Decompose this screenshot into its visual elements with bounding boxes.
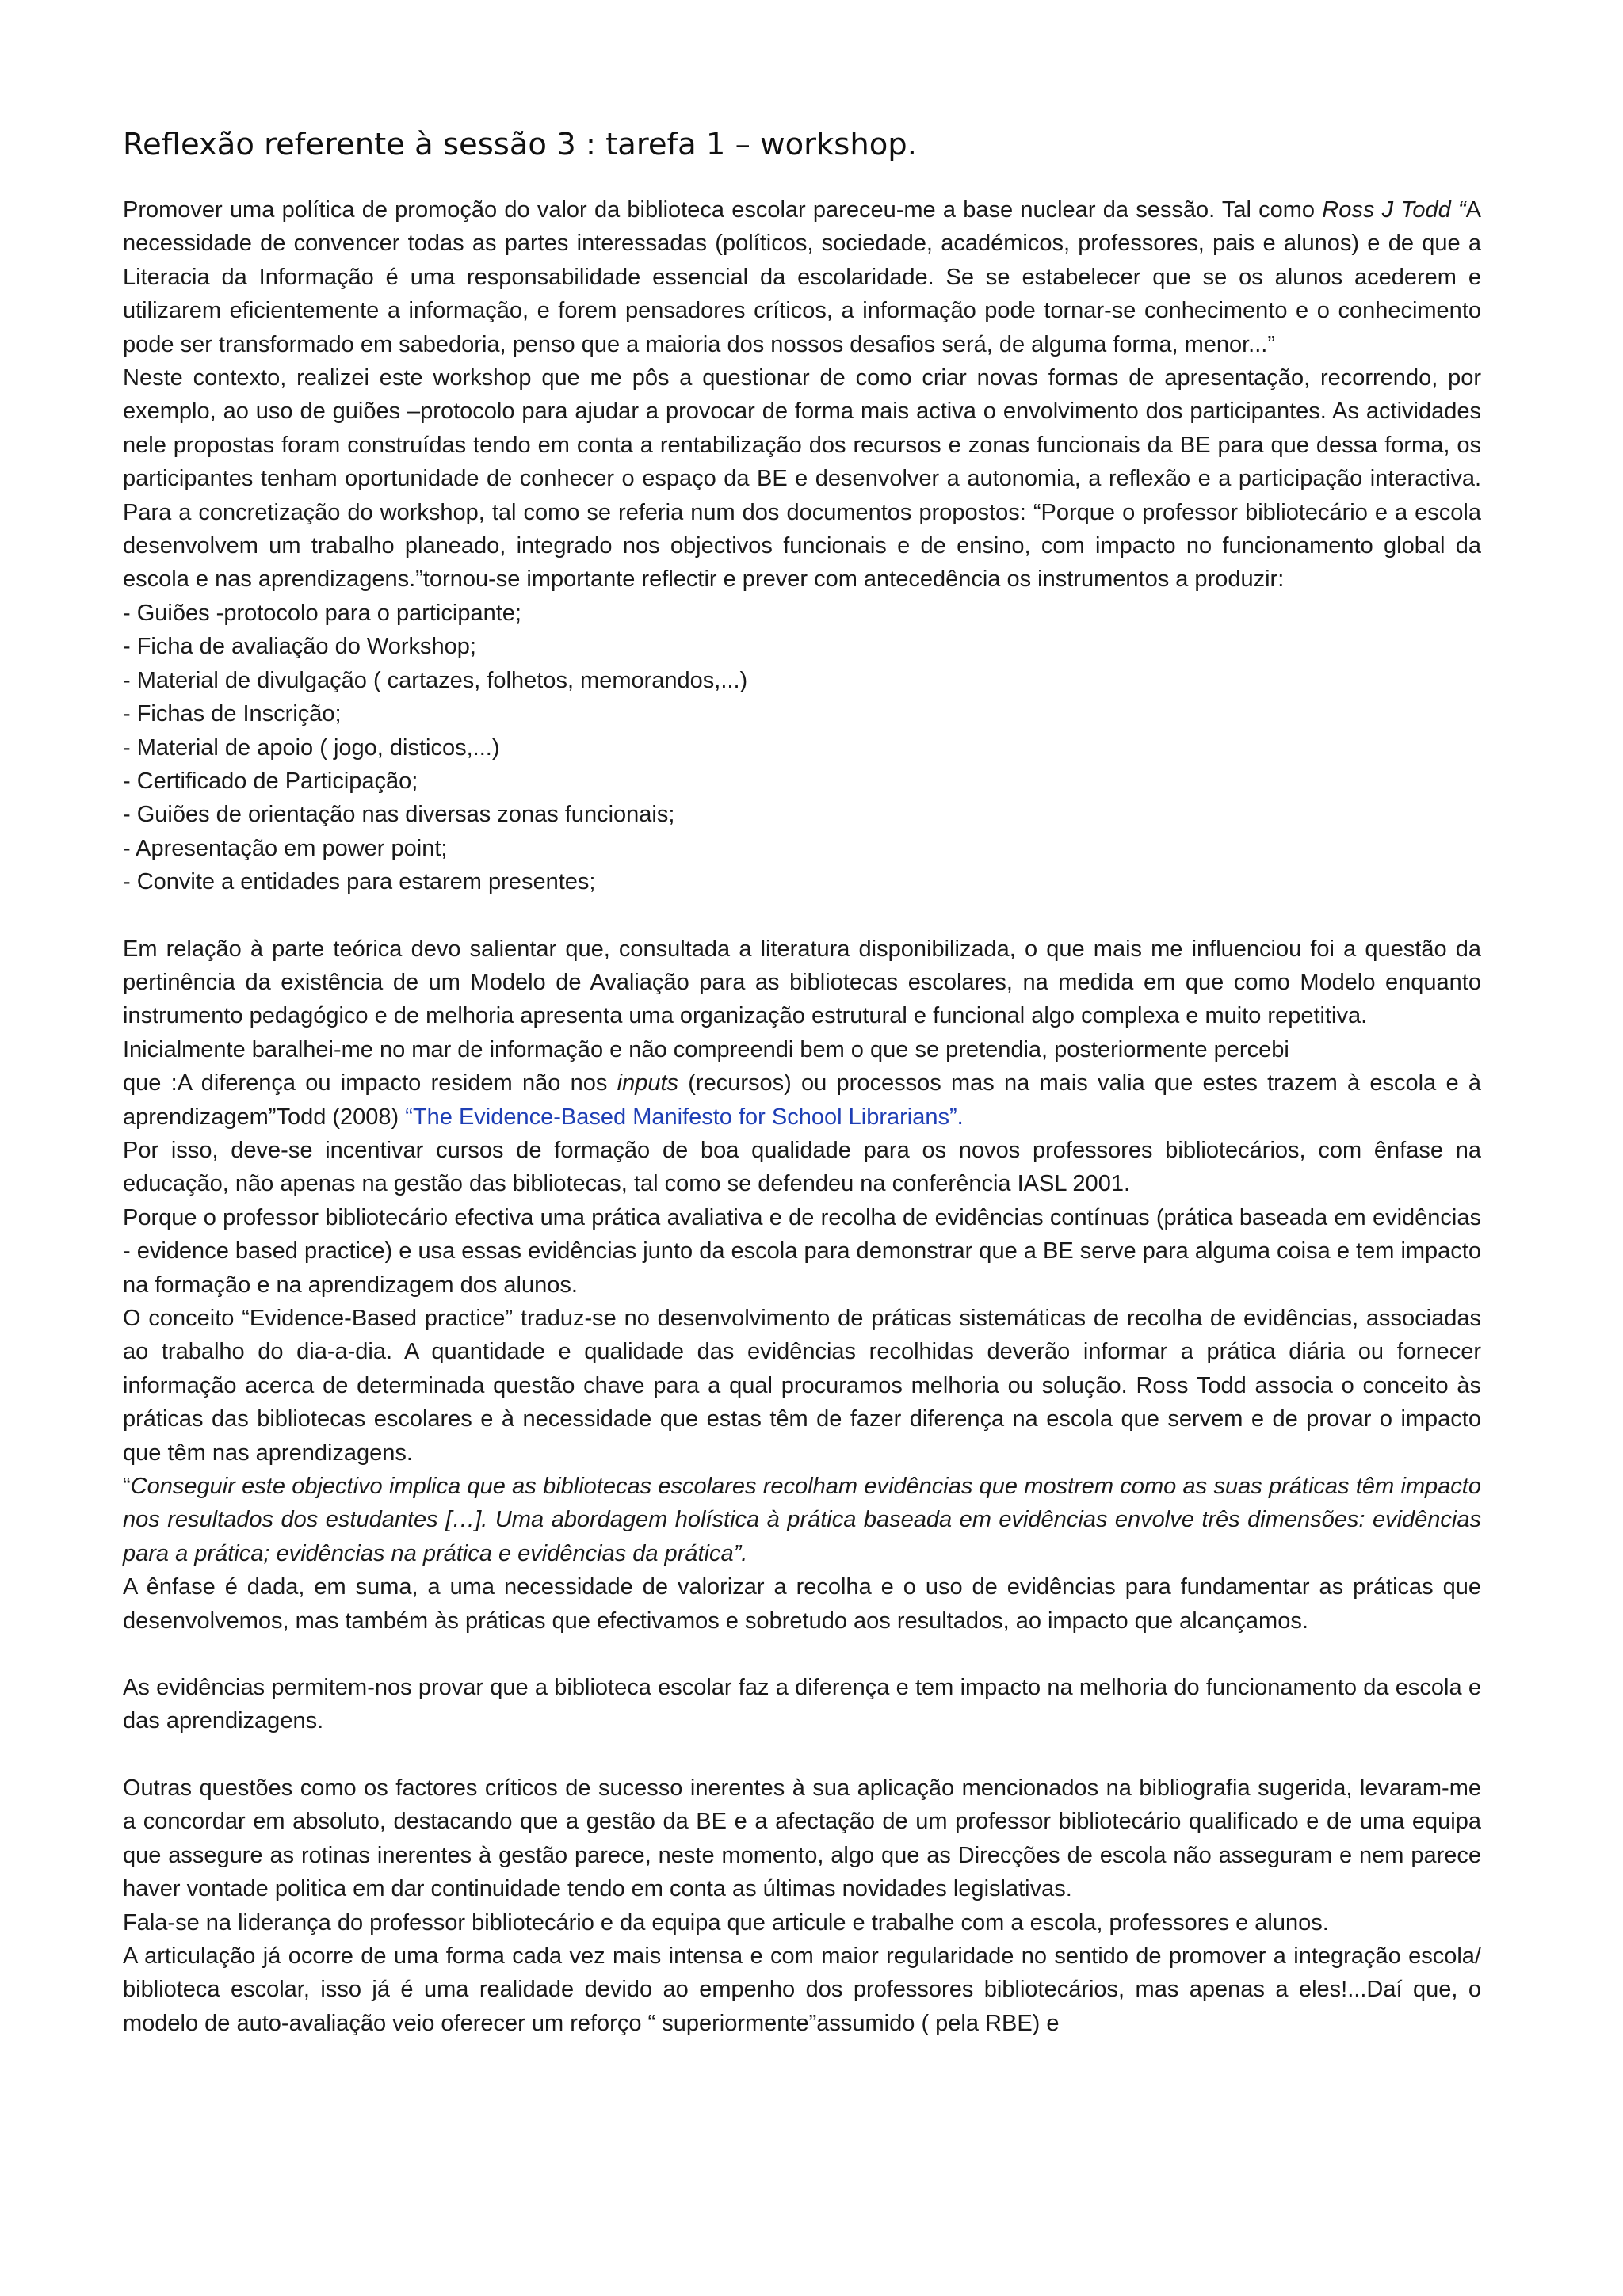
paragraph-emphasis: A ênfase é dada, em suma, a uma necessidade de valorizar a recolha e o uso de evidências para fundamentar as práticas que desenvolvemos, mas também às práticas que efectivamos e sobretudo aos resultados, ao impacto que alcançamos. [123,1574,1481,1634]
paragraph-context: Neste contexto, realizei este workshop que me pôs a questionar de como criar novas formas de apresentação, recorrendo, por exemplo, ao uso de guiões –protocolo para ajudar a provocar de forma mais activa o envolvimento dos participantes. As actividades nele propostas foram construídas tendo em conta a rentabilização dos recursos e zonas funcionais da BE para que dessa forma, os participantes tenham oportunidade de conhecer o espaço da BE e desenvolver a autonomia, a reflexão e a participação interactiva. Para a concretização do workshop, tal como se referia num dos documentos propostos: “Porque o professor bibliotecário e a escola desenvolvem um trabalho planeado, integrado nos objectivos funcionais e de ensino, com impacto no funcionamento global da escola e nas aprendizagens.”tornou-se importante reflectir e prever com antecedência os instrumentos a produzir: [123,365,1481,593]
paragraph-impact [123,1066,1481,1134]
manifesto-link[interactable]: “The Evidence-Based Manifesto for School Librarians”. [405,1104,964,1130]
impact-text-cont: (recursos) ou processos mas na mais valia que estes trazem à escola e à aprendizagem”Todd (2008) [123,1070,1481,1130]
instruments-list [123,597,1481,899]
list-item: - Ficha de avaliação do Workshop; [123,634,476,660]
list-item: - Material de divulgação ( cartazes, folhetos, memorandos,...) [123,667,748,693]
list-item: - Guiões -protocolo para o participante; [123,600,521,626]
paragraph-articulation: A articulação já ocorre de uma forma cada vez mais intensa e com maior regularidade no sentido de promover a integração escola/ biblioteca escolar, isso já é uma realidade devido ao empenho dos professores bibliotecários, mas apenas a eles!...Daí que, o modelo de auto-avaliação veio oferecer um reforço “ superiormente”assumido ( pela RBE) e [123,1943,1481,2036]
paragraph-spacer [123,1738,1481,1772]
quote-open: “ [1450,197,1466,223]
paragraph-initial-line: Inicialmente baralhei-me no mar de informação e não compreendi bem o que se pretendia, posteriormente percebi [123,1036,1289,1062]
paragraph-evidence-proof: As evidências permitem-nos provar que a biblioteca escolar faz a diferença e tem impacto na melhoria do funcionamento da escola e das aprendizagens. [123,1675,1481,1734]
paragraph-critical-factors: Outras questões como os factores críticos de sucesso inerentes à sua aplicação mencionados na bibliografia sugerida, levaram-me a concordar em absoluto, destacando que a gestão da BE e a afectação de um professor bibliotecário qualificado e de uma equipa que assegure as rotinas inerentes à gestão parece, neste momento, algo que as Direcções de escola não asseguram e nem parece haver vontade politica em dar continuidade tendo em conta as últimas novidades legislativas. [123,1775,1481,1902]
paragraph-spacer [123,899,1481,933]
paragraph-evidence-practice: Porque o professor bibliotecário efectiva uma prática avaliativa e de recolha de evidências contínuas (prática baseada em evidências - evidence based practice) e usa essas evidências junto da escola para demonstrar que a BE serve para alguma coisa e tem impacto na formação e na aprendizagem dos alunos. [123,1204,1481,1298]
paragraph-spacer [123,1638,1481,1671]
inputs-term: inputs [617,1070,679,1097]
document-page [123,119,1481,2040]
impact-text: que :A diferença ou impacto residem não nos [123,1070,617,1097]
list-item: - Certificado de Participação; [123,768,418,794]
paragraph-theory: Em relação à parte teórica devo salientar que, consultada a literatura disponibilizada, o que mais me influenciou foi a questão da pertinência da existência de um Modelo de Avaliação para as bibliotecas escolares, na medida em que como Modelo enquanto instrumento pedagógico e de melhoria apresenta uma organização estrutural e funcional algo complexa e muito repetitiva. [123,936,1481,1029]
list-item: - Material de apoio ( jogo, disticos,...) [123,734,500,761]
intro-quote: A necessidade de convencer todas as partes interessadas (políticos, sociedade, académicos, professores, pais e alunos) e de que a Literacia da Informação é uma responsabilidade essencial da escolaridade. Se se estabelecer que se os alunos acederem e utilizarem eficientemente a informação, e forem pensadores críticos, a informação pode tornar-se conhecimento e o conhecimento pode ser transformado em sabedoria, penso que a maioria dos nossos desafios será, de alguma forma, menor...” [123,197,1482,357]
document-title: Reflexão referente à sessão 3 : tarefa 1 – workshop. [123,127,917,162]
list-item: - Fichas de Inscrição; [123,701,342,727]
author-name: Ross J Todd [1322,197,1451,223]
list-item: - Convite a entidades para estarem presentes; [123,869,596,895]
paragraph-quote [123,1470,1481,1570]
list-item: - Apresentação em power point; [123,835,448,861]
quote-text: Conseguir este objectivo implica que as bibliotecas escolares recolham evidências que mostrem como as suas práticas têm impacto nos resultados dos estudantes […]. Uma abordagem holística à prática baseada em evidências envolve três dimensões: evidências para a prática; evidências na prática e evidências da prática”. [123,1474,1481,1566]
paragraph-training: Por isso, deve-se incentivar cursos de formação de boa qualidade para os novos professores bibliotecários, com ênfase na educação, não apenas na gestão das bibliotecas, tal como se defendeu na conferência IASL 2001. [123,1137,1481,1197]
list-item: - Guiões de orientação nas diversas zonas funcionais; [123,802,675,828]
intro-text: Promover uma política de promoção do valor da biblioteca escolar pareceu-me a base nuclear da sessão. Tal como [123,197,1323,223]
quote-mark: “ [123,1474,131,1500]
paragraph-leadership: Fala-se na liderança do professor bibliotecário e da equipa que articule e trabalhe com a escola, professores e alunos. [123,1909,1329,1936]
paragraph-concept: O conceito “Evidence-Based practice” traduz-se no desenvolvimento de práticas sistemáticas de recolha de evidências, associadas ao trabalho do dia-a-dia. A quantidade e qualidade das evidências recolhidas deverão informar a prática diária ou fornecer informação acerca de determinada questão chave para a qual procuramos melhoria ou solução. Ross Todd associa o conceito às práticas das bibliotecas escolares e à necessidade que estas têm de fazer diferença na escola que servem e de provar o impacto que têm nas aprendizagens. [123,1306,1481,1466]
paragraph-intro [123,193,1481,361]
